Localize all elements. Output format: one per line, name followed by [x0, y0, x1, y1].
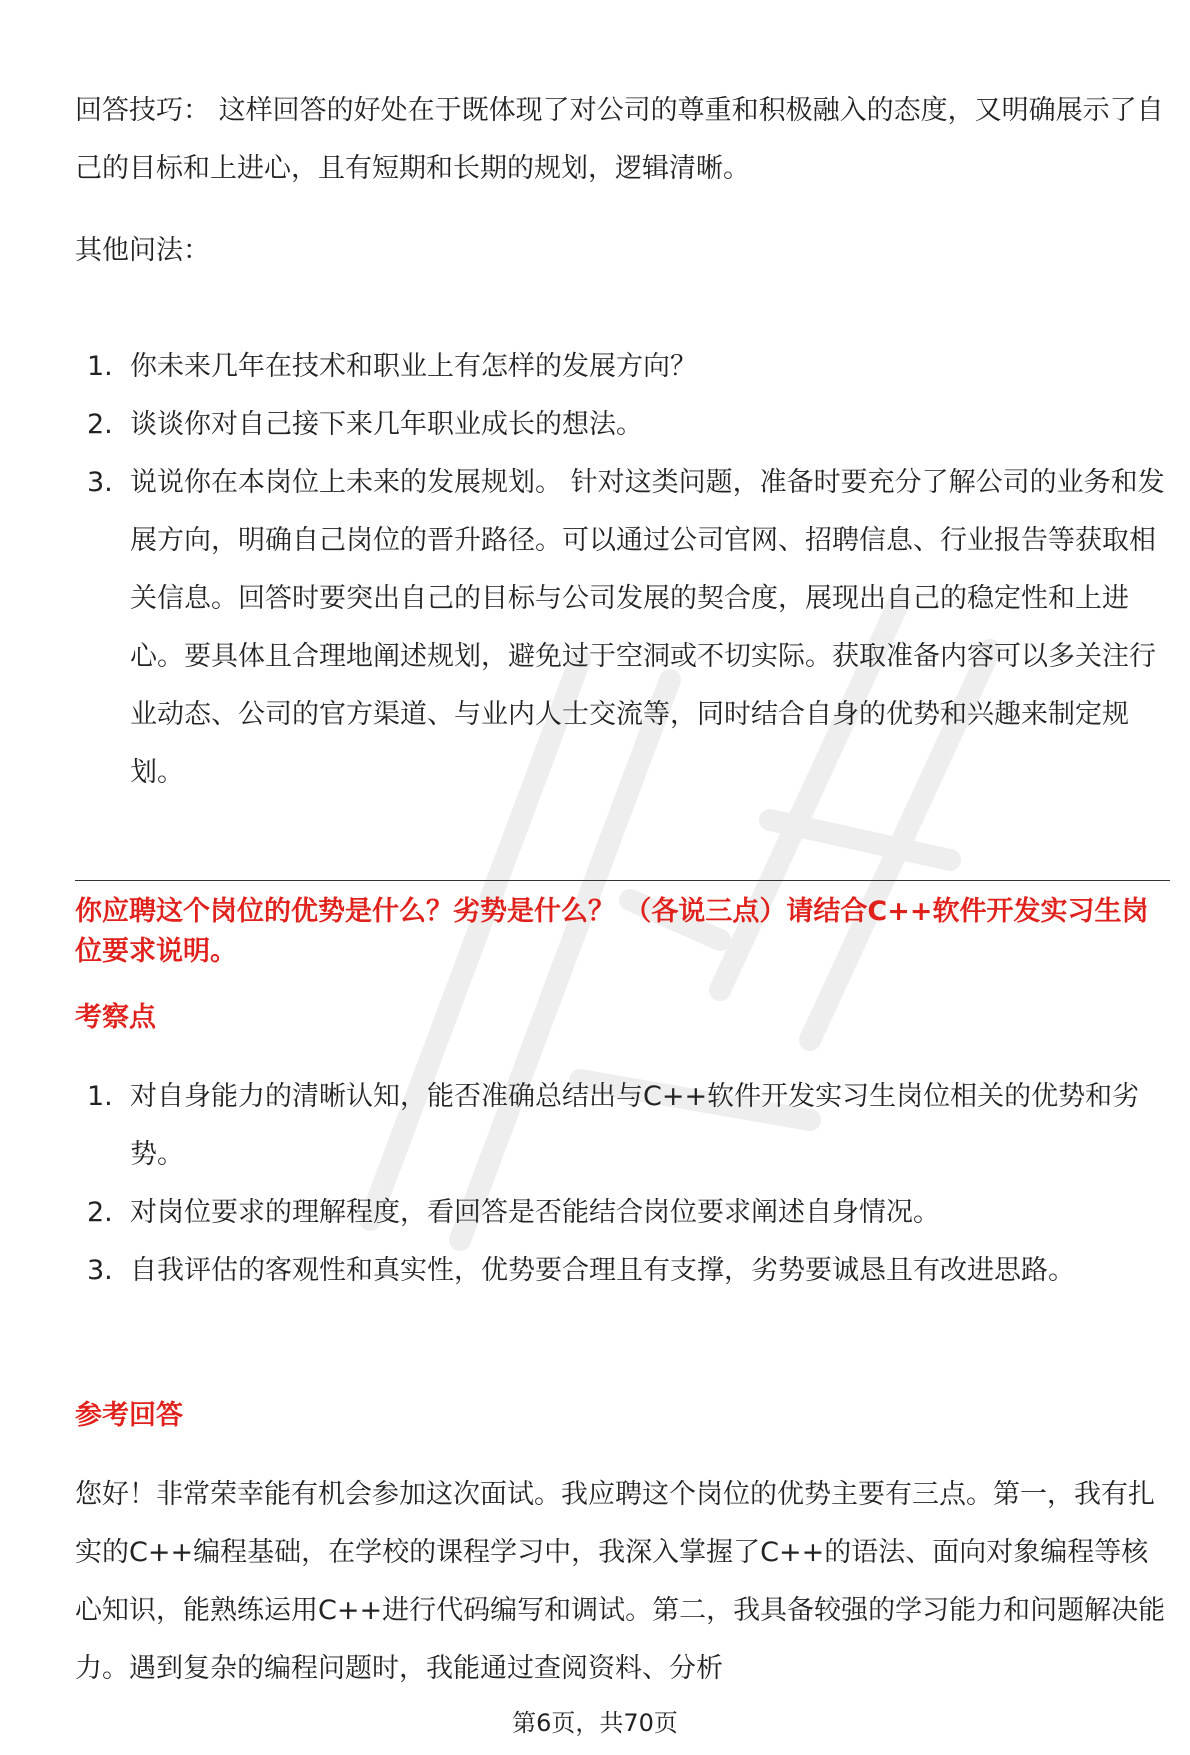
list-item-text: 谈谈你对自己接下来几年职业成长的想法。: [130, 409, 643, 440]
list-item: [75, 1184, 1175, 1242]
other-ways-list: [75, 338, 1175, 802]
list-item: [75, 338, 1175, 396]
list-item-text: 自我评估的客观性和真实性，优势要合理且有支撑，劣势要诚恳且有改进思路。: [130, 1255, 1075, 1286]
list-item-number: 1.: [87, 351, 113, 382]
reference-answer-paragraph: 您好！非常荣幸能有机会参加这次面试。我应聘这个岗位的优势主要有三点。第一，我有扎实的C++编程基础，在学校的课程学习中，我深入掌握了C++的语法、面向对象编程等核心知识，能熟练运用C++进行代码编写和调试。第二，我具备较强的学习能力和问题解决能力。遇到复杂的编程问题时，我能通过查阅资料、分析: [75, 1479, 1166, 1684]
page-number-footer: 第6页，共70页: [512, 1709, 678, 1737]
list-item-number: 3.: [87, 467, 113, 498]
list-item: [75, 396, 1175, 454]
list-item-text: 你未来几年在技术和职业上有怎样的发展方向？: [130, 351, 697, 382]
other-ways-label: 其他问法：: [75, 235, 210, 266]
exam-points-list: [75, 1068, 1175, 1300]
reference-answer-title: 参考回答: [75, 1400, 183, 1431]
list-item-text: 对自身能力的清晰认知，能否准确总结出与C++软件开发实习生岗位相关的优势和劣势。: [130, 1081, 1140, 1170]
list-item: [75, 1242, 1175, 1300]
list-item: [75, 1068, 1175, 1184]
list-item: [75, 454, 1175, 802]
list-item-number: 2.: [87, 409, 113, 440]
exam-points-title: 考察点: [75, 1002, 156, 1033]
list-item-number: 1.: [87, 1081, 113, 1112]
list-item-text: 说说你在本岗位上未来的发展规划。 针对这类问题，准备时要充分了解公司的业务和发展方向，明确自己岗位的晋升路径。可以通过公司官网、招聘信息、行业报告等获取相关信息。回答时要突出自己的目标与公司发展的契合度，展现出自己的稳定性和上进心。要具体且合理地阐述规划，避免过于空洞或不切实际。获取准备内容可以多关注行业动态、公司的官方渠道、与业内人士交流等，同时结合自身的优势和兴趣来制定规划。: [130, 467, 1165, 788]
list-item-number: 2.: [87, 1197, 113, 1228]
list-item-number: 3.: [87, 1255, 113, 1286]
question-heading: 你应聘这个岗位的优势是什么？劣势是什么？ （各说三点）请结合C++软件开发实习生岗位要求说明。: [75, 896, 1149, 967]
section-divider: [75, 880, 1170, 881]
intro-tip-paragraph: 回答技巧： 这样回答的好处在于既体现了对公司的尊重和积极融入的态度，又明确展示了自己的目标和上进心，且有短期和长期的规划，逻辑清晰。: [75, 95, 1164, 184]
list-item-text: 对岗位要求的理解程度，看回答是否能结合岗位要求阐述自身情况。: [130, 1197, 940, 1228]
